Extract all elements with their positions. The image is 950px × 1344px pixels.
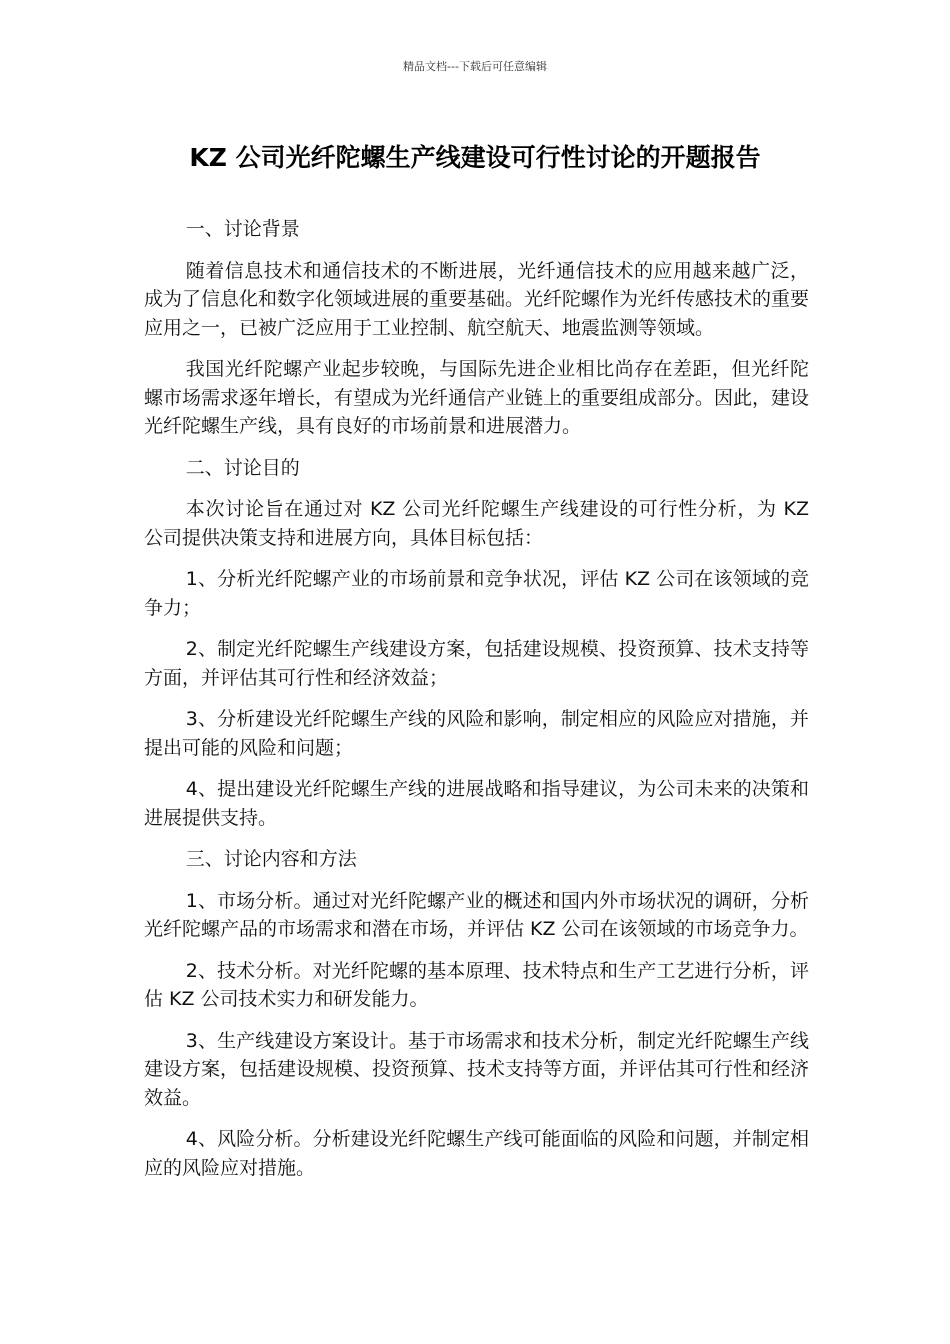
paragraph: 随着信息技术和通信技术的不断进展，光纤通信技术的应用越来越广泛，成为了信息化和数字化领域进展的重要基础。光纤陀螺作为光纤传感技术的重要应用之一，已被广泛应用于工业控制、航空航天、地震监测等领域。 [144, 259, 810, 339]
paragraph: 1、分析光纤陀螺产业的市场前景和竞争状况，评估 KZ 公司在该领域的竞争力； [144, 568, 809, 619]
paragraph: 2、技术分析。对光纤陀螺的基本原理、技术特点和生产工艺进行分析，评估 KZ 公司技术实力和研发能力。 [144, 959, 809, 1010]
paragraph: 4、提出建设光纤陀螺生产线的进展战略和指导建议，为公司未来的决策和进展提供支持。 [144, 778, 809, 829]
paragraph: 3、生产线建设方案设计。基于市场需求和技术分析，制定光纤陀螺生产线建设方案，包括建设规模、投资预算、技术支持等方面，并评估其可行性和经济效益。 [144, 1029, 810, 1109]
section-heading: 三、讨论内容和方法 [185, 848, 357, 870]
paragraph: 3、分析建设光纤陀螺生产线的风险和影响，制定相应的风险应对措施，并提出可能的风险和问题； [144, 708, 809, 759]
paragraph: 2、制定光纤陀螺生产线建设方案，包括建设规模、投资预算、技术支持等方面，并评估其可行性和经济效益； [144, 638, 809, 689]
section-purpose [144, 454, 809, 833]
paragraph: 我国光纤陀螺产业起步较晚，与国际先进企业相比尚存在差距，但光纤陀螺市场需求逐年增长，有望成为光纤通信产业链上的重要组成部分。因此，建设光纤陀螺生产线，具有良好的市场前景和进展潜力。 [144, 358, 810, 437]
paragraph: 本次讨论旨在通过对 KZ 公司光纤陀螺生产线建设的可行性分析，为 KZ 公司提供决策支持和进展方向，具体目标包括： [144, 498, 809, 549]
section-heading: 二、讨论目的 [185, 456, 300, 479]
section-background [144, 215, 809, 441]
section-content-methods [144, 845, 809, 1182]
section-heading: 一、讨论背景 [185, 218, 300, 240]
document-title: KZ 公司光纤陀螺生产线建设可行性讨论的开题报告 [189, 143, 761, 172]
paragraph: 4、风险分析。分析建设光纤陀螺生产线可能面临的风险和问题，并制定相应的风险应对措施。 [144, 1128, 809, 1179]
document-body [144, 215, 809, 1195]
page-header-note: 精品文档---下载后可任意编辑 [403, 60, 547, 73]
paragraph: 1、市场分析。通过对光纤陀螺产业的概述和国内外市场状况的调研，分析光纤陀螺产品的市场需求和潜在市场，并评估 KZ 公司在该领域的市场竞争力。 [144, 889, 809, 940]
